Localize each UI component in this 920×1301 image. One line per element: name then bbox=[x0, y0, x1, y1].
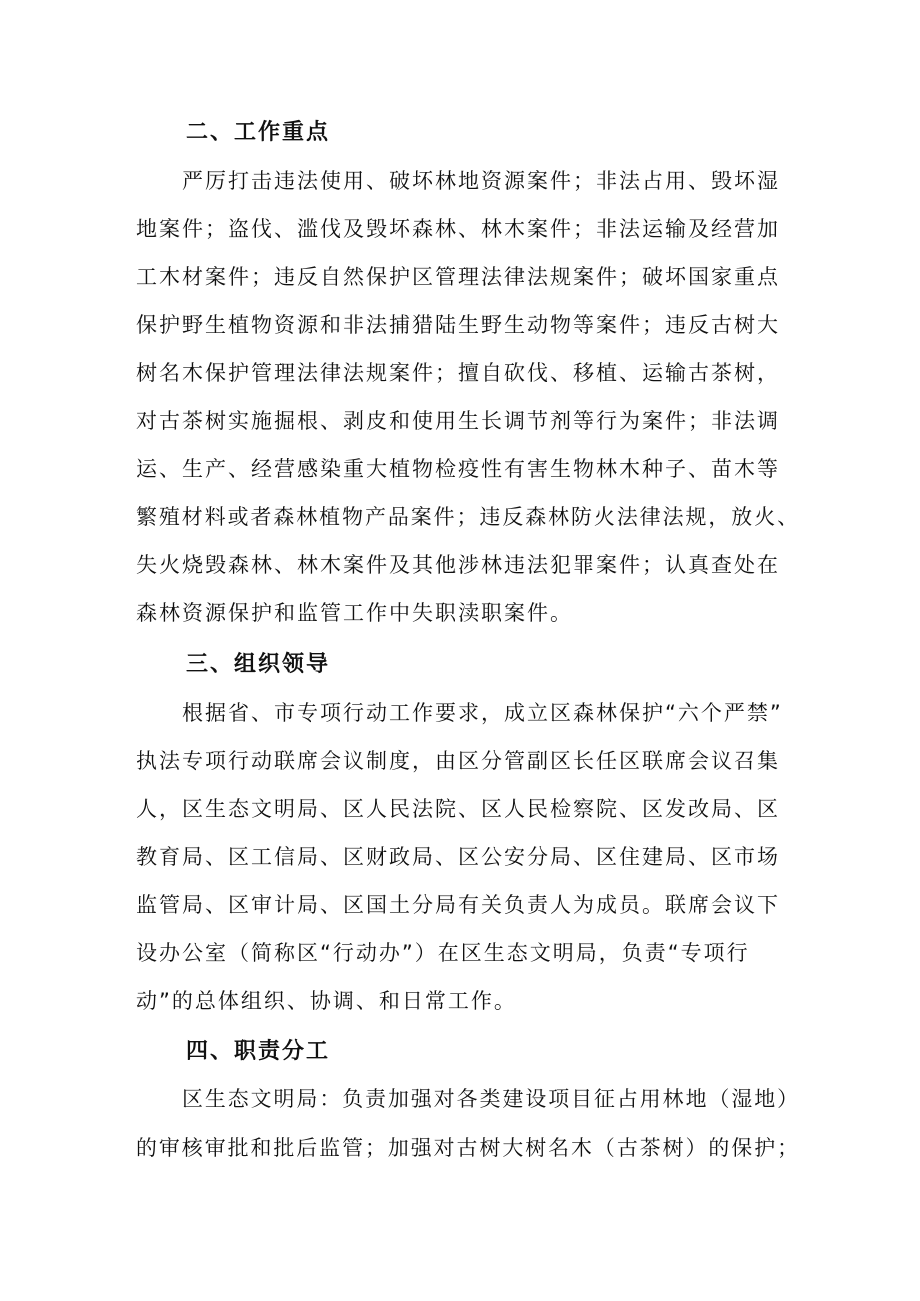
paragraph-line: 树名木保护管理法律法规案件；擅自砍伐、移植、运输古茶树， bbox=[136, 361, 780, 385]
paragraph-line: 工木材案件；违反自然保护区管理法律法规案件；破坏国家重点 bbox=[136, 265, 780, 289]
paragraph-line: 人，区生态文明局、区人民法院、区人民检察院、区发改局、区 bbox=[136, 797, 780, 821]
paragraph-line: 繁殖材料或者森林植物产品案件；违反森林防火法律法规，放火、 bbox=[136, 505, 800, 529]
paragraph-line: 森林资源保护和监管工作中失职渎职案件。 bbox=[136, 601, 573, 625]
paragraph-line: 设办公室（简称区“行动办”）在区生态文明局，负责“专项行 bbox=[136, 941, 750, 965]
paragraph-line: 保护野生植物资源和非法捕猎陆生野生动物等案件；违反古树大 bbox=[136, 313, 780, 337]
paragraph-line: 的审核审批和批后监管；加强对古树大树名木（古茶树）的保护； bbox=[136, 1136, 800, 1160]
paragraph-line: 教育局、区工信局、区财政局、区公安分局、区住建局、区市场 bbox=[136, 845, 780, 869]
paragraph-line: 执法专项行动联席会议制度，由区分管副区长任区联席会议召集 bbox=[136, 749, 780, 773]
paragraph-line: 严厉打击违法使用、破坏林地资源案件；非法占用、毁坏湿 bbox=[182, 169, 780, 193]
paragraph-line: 监管局、区审计局、区国土分局有关负责人为成员。联席会议下 bbox=[136, 893, 780, 917]
paragraph-line: 地案件；盗伐、滥伐及毁坏森林、林木案件；非法运输及经营加 bbox=[136, 217, 780, 241]
paragraph-line: 根据省、市专项行动工作要求，成立区森林保护“六个严禁” bbox=[182, 701, 783, 725]
paragraph-line: 区生态文明局：负责加强对各类建设项目征占用林地（湿地） bbox=[182, 1087, 801, 1111]
section-heading-organization: 三、组织领导 bbox=[186, 652, 331, 677]
section-heading-responsibilities: 四、职责分工 bbox=[186, 1039, 331, 1064]
section-heading-work-focus: 二、工作重点 bbox=[186, 120, 331, 145]
paragraph-line: 对古茶树实施掘根、剥皮和使用生长调节剂等行为案件；非法调 bbox=[136, 409, 780, 433]
paragraph-line: 运、生产、经营感染重大植物检疫性有害生物林木种子、苗木等 bbox=[136, 457, 780, 481]
paragraph-line: 动”的总体组织、协调、和日常工作。 bbox=[136, 989, 517, 1013]
paragraph-line: 失火烧毁森林、林木案件及其他涉林违法犯罪案件；认真查处在 bbox=[136, 553, 780, 577]
